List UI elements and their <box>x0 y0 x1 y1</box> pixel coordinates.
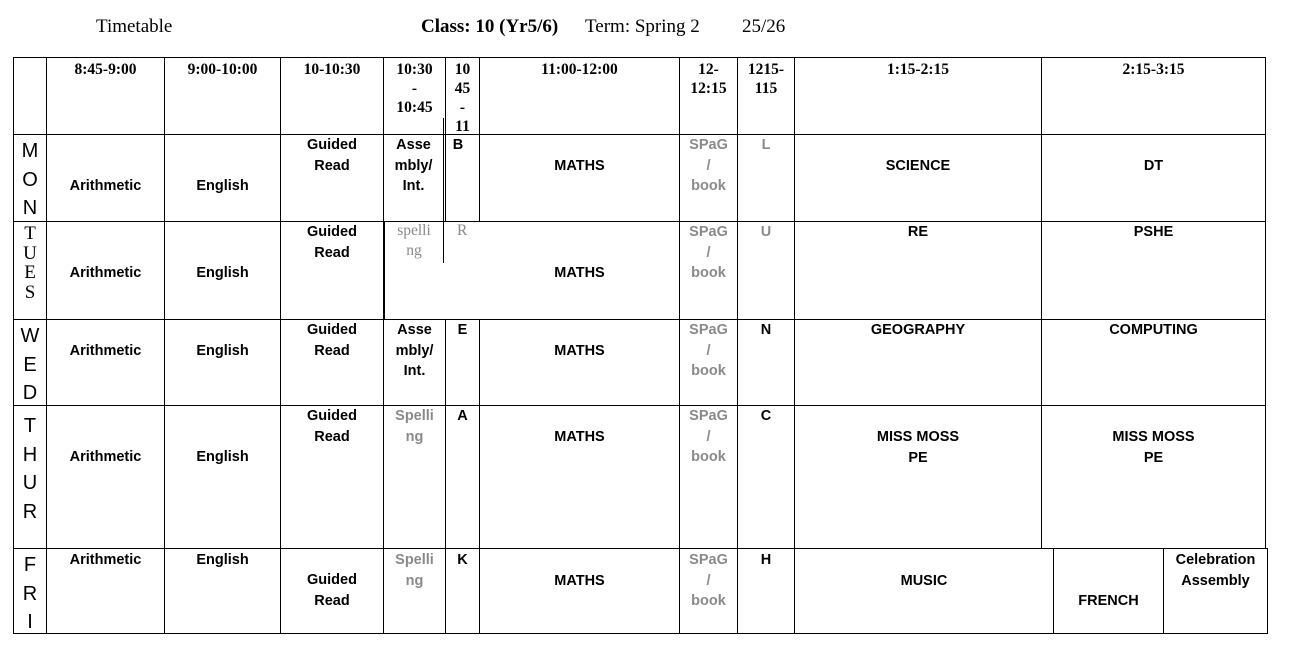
fri-english: English <box>196 552 249 568</box>
mon-english: English <box>196 178 249 194</box>
thur-spag: SPaG / book <box>689 408 728 465</box>
tues-arithmetic: Arithmetic <box>69 265 142 281</box>
mon-assembly: Asse mbly/ Int. <box>394 137 433 194</box>
grid-line <box>443 221 444 263</box>
tues-pshe: PSHE <box>1133 224 1174 240</box>
thur-spelling: Spelli ng <box>395 408 434 445</box>
day-label-tuesday: T U E S <box>23 223 37 303</box>
mon-dt: DT <box>1143 158 1164 174</box>
wed-lunch-letter: N <box>760 322 772 338</box>
grid-line <box>445 319 446 634</box>
mon-guided-read: Guided Read <box>307 137 357 174</box>
mon-break-letter: B <box>452 137 464 153</box>
grid-line <box>13 548 1268 549</box>
term-label: Term: Spring 2 <box>585 16 700 37</box>
fri-french: FRENCH <box>1078 593 1139 609</box>
grid-line <box>1267 548 1268 634</box>
wed-computing: COMPUTING <box>1109 322 1198 338</box>
thur-break-letter: A <box>457 408 468 424</box>
wed-guided-read: Guided Read <box>307 322 357 359</box>
tues-english: English <box>196 265 249 281</box>
col-header-1000-1030: 10-10:30 <box>303 61 361 78</box>
mon-arithmetic: Arithmetic <box>69 178 142 194</box>
day-label-friday: F R I <box>22 554 38 633</box>
col-header-1030-1045: 10:30 - 10:45 <box>396 61 433 116</box>
col-header-845-900: 8:45-9:00 <box>74 61 137 78</box>
wed-english: English <box>196 343 249 359</box>
wed-geography: GEOGRAPHY <box>870 322 966 338</box>
col-header-1100-1200: 11:00-12:00 <box>541 61 618 78</box>
tues-re: RE <box>907 224 929 240</box>
mon-lunch-letter: L <box>761 137 771 153</box>
grid-line <box>13 633 1268 634</box>
col-header-1215-115: 1215- 115 <box>747 61 785 97</box>
mon-maths: MATHS <box>554 158 605 174</box>
class-label <box>421 16 558 38</box>
grid-line <box>13 405 1266 406</box>
tues-maths: MATHS <box>554 265 605 281</box>
thur-english: English <box>196 449 249 465</box>
thur-lunch-letter: C <box>760 408 772 424</box>
thur-guided-read: Guided Read <box>307 408 357 445</box>
wed-spag: SPaG / book <box>689 322 728 379</box>
fri-guided-read: Guided Read <box>307 572 357 609</box>
col-header-115-215: 1:15-2:15 <box>887 61 949 78</box>
thur-maths: MATHS <box>554 429 605 445</box>
school-year: 25/26 <box>742 16 786 37</box>
timetable-grid <box>13 57 1266 634</box>
thur-arithmetic: Arithmetic <box>69 449 142 465</box>
wed-break-letter: E <box>457 322 468 338</box>
grid-line <box>1265 57 1266 548</box>
timetable-title: Timetable <box>96 16 173 37</box>
tues-lunch-letter: U <box>760 224 772 240</box>
mon-science: SCIENCE <box>885 158 951 174</box>
thur-pe-2: MISS MOSS PE <box>1112 429 1195 466</box>
fri-maths: MATHS <box>554 573 605 589</box>
day-label-thursday: T H U R <box>22 415 38 523</box>
tues-spag: SPaG / book <box>689 224 728 281</box>
fri-music: MUSIC <box>900 573 948 589</box>
col-header-900-1000: 9:00-10:00 <box>187 61 258 78</box>
col-header-12-1215: 12- 12:15 <box>690 61 727 97</box>
wed-maths: MATHS <box>554 343 605 359</box>
mon-spag: SPaG / book <box>689 137 728 194</box>
grid-line <box>13 134 1266 135</box>
fri-spelling: Spelli ng <box>395 552 434 589</box>
col-header-215-315: 2:15-3:15 <box>1122 61 1185 78</box>
tues-spelling: spelli ng <box>397 222 431 259</box>
fri-spag: SPaG / book <box>689 552 728 609</box>
class-label-text: Class: 10 (Yr5/6) <box>421 16 559 37</box>
wed-arithmetic: Arithmetic <box>69 343 142 359</box>
fri-break-letter: K <box>457 552 468 568</box>
grid-line <box>794 57 795 634</box>
day-label-monday: M O N <box>21 140 39 219</box>
thur-pe-1: MISS MOSS PE <box>876 429 960 466</box>
wed-assembly: Asse mbly/ Int. <box>395 322 434 379</box>
fri-lunch-letter: H <box>760 552 772 568</box>
tues-break-letter: R <box>457 222 468 239</box>
fri-arithmetic: Arithmetic <box>69 552 142 568</box>
day-label-wednesday: W E D <box>20 325 40 404</box>
tues-guided-read: Guided Read <box>307 224 357 261</box>
col-header-1045-11: 10 45 - 11 <box>454 61 471 134</box>
fri-celebration-assembly: Celebration Assembly <box>1175 552 1256 589</box>
